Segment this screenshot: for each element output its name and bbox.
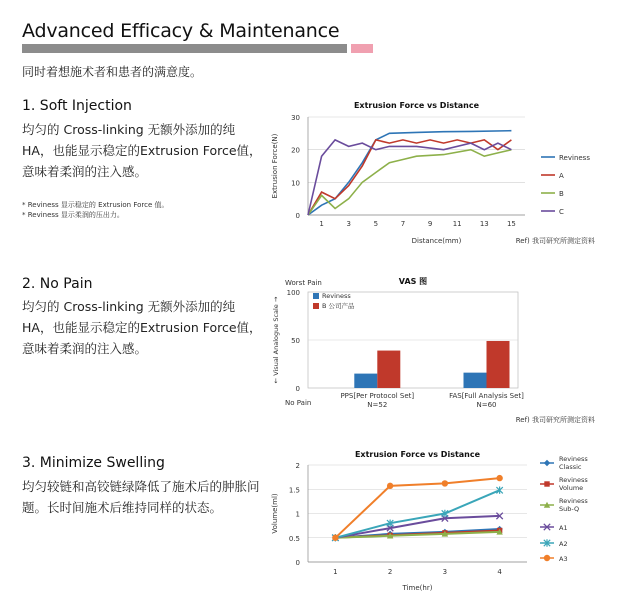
y-tick-label: 2 (295, 462, 300, 470)
data-point-a3 (387, 483, 393, 489)
legend-label: Volume (559, 484, 584, 492)
legend-swatch (313, 293, 319, 299)
extrusion-force-chart (265, 95, 610, 250)
data-point-a3 (496, 475, 502, 481)
legend-label: B 公司产品 (322, 302, 355, 310)
volume-time-chart (265, 445, 610, 595)
y-axis-label: ← Visual Analogue Scale → (272, 296, 280, 384)
section-1-body: 均匀的 Cross-linking 无额外添加的纯HA，也能显示稳定的Extrusion Force值，意味着柔润的注入感。 (22, 122, 262, 179)
source-note: Ref) 我司研究所测定资料 (515, 237, 595, 245)
series-line-a3 (335, 478, 499, 538)
x-tick-label: 3 (346, 220, 351, 228)
vas-bar-chart (265, 272, 610, 427)
series-line-a (308, 140, 511, 215)
legend-label: A3 (559, 555, 568, 563)
y-tick-label: 100 (286, 289, 300, 297)
legend-label: C (559, 208, 564, 216)
series-line-reviness (308, 131, 511, 215)
chart-title: Extrusion Force vs Distance (353, 101, 480, 110)
y-tick-label: 0 (295, 385, 300, 393)
chart-title: VAS 图 (398, 277, 428, 286)
x-tick-label: 1 (319, 220, 324, 228)
section-2-body: 均匀的 Cross-linking 无额外添加的纯HA，也能显示稳定的Extrusion Force值，意味着柔润的注入感。 (22, 299, 262, 356)
chart-title: Extrusion Force vs Distance (354, 450, 481, 459)
x-axis-label: Time(hr) (402, 584, 433, 592)
y-tick-label: 1.5 (288, 486, 300, 495)
bar-b-product (377, 351, 400, 388)
legend-label: Reviness (559, 497, 588, 505)
y-axis-label: Volume(ml) (271, 493, 279, 534)
y-tick-label: 10 (291, 179, 300, 188)
x-axis-label: Distance(mm) (411, 237, 462, 245)
title-underline (22, 44, 347, 53)
legend-label: Reviness (559, 476, 588, 484)
legend-marker (544, 555, 550, 561)
bar-reviness (354, 374, 377, 388)
legend-label: B (559, 190, 564, 198)
legend-label: Reviness (322, 292, 351, 300)
page-subtitle: 同时着想施术者和患者的满意度。 (22, 65, 203, 79)
legend-label: A (559, 172, 564, 180)
section-1-note-1: * Reviness 显示稳定的 Extrusion Force 值。 (22, 201, 169, 209)
legend-label: A2 (559, 540, 568, 548)
x-tick-label: 2 (387, 568, 393, 576)
legend-marker (544, 481, 549, 486)
legend-label: Reviness (559, 154, 590, 162)
y-tick-label: 0.5 (288, 534, 300, 543)
legend-marker (544, 460, 550, 466)
legend-swatch (313, 303, 319, 309)
x-tick-label: 15 (506, 220, 516, 228)
y-axis-label: Extrusion Force(N) (271, 133, 279, 199)
y-bottom-label: No Pain (285, 399, 312, 407)
x-tick-label: 9 (427, 220, 433, 228)
y-tick-label: 20 (291, 146, 300, 155)
x-tick-label: 13 (479, 220, 489, 228)
x-tick-label: 7 (400, 220, 406, 228)
x-tick-label: 1 (333, 568, 338, 576)
section-1-heading: 1. Soft Injection (22, 98, 132, 114)
source-note: Ref) 我司研究所测定资料 (515, 416, 595, 424)
data-point-a3 (332, 535, 338, 541)
section-1-note-2: * Reviness 显示柔润的压出力。 (22, 211, 124, 219)
x-tick-label: 4 (497, 568, 502, 576)
x-tick-label: 3 (442, 568, 448, 576)
data-point-a3 (442, 480, 448, 486)
legend-label: Reviness (559, 455, 588, 463)
y-tick-label: 30 (291, 114, 300, 122)
page-title: Advanced Efficacy & Maintenance (22, 20, 340, 42)
legend-label: A1 (559, 524, 568, 532)
legend-label: Classic (559, 463, 582, 471)
section-2-heading: 2. No Pain (22, 276, 93, 292)
x-tick-label-n: N=60 (476, 401, 497, 409)
y-tick-label: 1 (295, 510, 300, 519)
bar-b-product (487, 341, 510, 388)
section-3-body: 均匀较链和高铰链绿降低了施术后的肿胀问题。长时间施术后维持同样的状态。 (22, 479, 260, 515)
series-line-c (308, 140, 511, 215)
title-accent (351, 44, 373, 53)
x-tick-label: PPS[Per Protocol Set] (340, 392, 415, 400)
y-tick-label: 0 (295, 559, 300, 567)
bar-reviness (464, 373, 487, 388)
y-tick-label: 0 (295, 212, 300, 220)
legend-label: Sub-Q (559, 505, 580, 513)
x-tick-label: FAS[Full Analysis Set] (449, 392, 524, 400)
section-3-heading: 3. Minimize Swelling (22, 455, 165, 471)
x-tick-label-n: N=52 (367, 401, 388, 409)
y-tick-label: 50 (291, 337, 300, 345)
y-top-label: Worst Pain (285, 279, 322, 287)
x-tick-label: 5 (373, 220, 379, 228)
x-tick-label: 11 (452, 220, 462, 228)
